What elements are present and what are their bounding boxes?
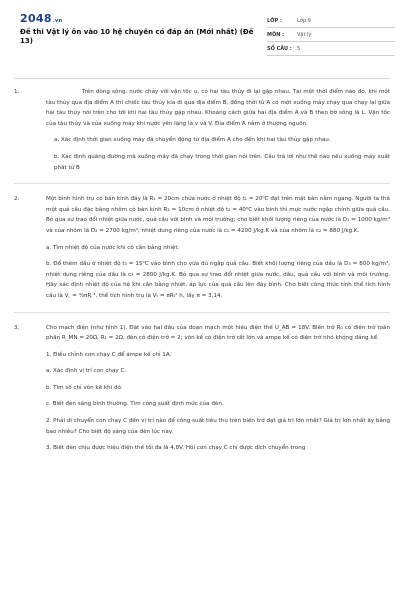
- question-part: 1. Điều chỉnh con chạy C để ampe kế chỉ 1A.: [46, 351, 172, 358]
- question-number: 3.: [14, 324, 20, 331]
- grade-value: Lớp 9: [297, 17, 311, 24]
- question-divider: [14, 183, 390, 184]
- header-divider: [14, 78, 390, 79]
- question-part: a. Xác định thời gian xuồng máy đã chuyển động từ địa điểm A cho đến khi hai tàu thủy gặp nhau.: [54, 137, 331, 144]
- count-value: 5: [297, 45, 301, 52]
- meta-row-subject: [267, 28, 395, 42]
- question-part: b. Tìm số chỉ vôn kế khi đó.: [46, 384, 123, 391]
- logo-suffix: .vn: [52, 18, 63, 24]
- question-2: [14, 194, 390, 307]
- question-text: Trên dòng sông, nước chảy với vận tốc u, có hai tàu thủy đi lại gặp nhau. Tại một thời điểm nào đó, khi một tàu thủy qua địa điểm A thì chiếc tàu thủy kia đi qua địa điểm B, đồng thời từ A có một xuồng máy chạy qua chạy lại giữa hai tàu thủy nói trên cho tới khi hai tàu thủy gặp nhau. Khoảng cách giữa hai địa điểm A và B theo bờ sông là L. Vận tốc của tàu thủy và của xuồng máy khi nước yên lặng là v và V. Địa điểm A nằm ở thượng nguồn.: [46, 89, 390, 127]
- question-part: a. Tìm nhiệt độ của nước khi có cân bằng nhiệt.: [46, 244, 180, 251]
- question-3: [14, 323, 390, 460]
- question-1: [14, 87, 390, 179]
- question-body: [46, 194, 390, 307]
- question-body: [46, 323, 390, 460]
- meta-row-grade: [267, 14, 395, 28]
- question-part: 2. Phải di chuyển con chạy C đến vị trí nào để công suất tiêu thụ trên biến trở đạt giá trị lớn nhất? Giá trị lớn nhất ấy bằng bao nhiêu? Cho biết độ sáng của đèn lúc này.: [46, 418, 390, 435]
- count-label: SỐ CÂU :: [267, 45, 292, 52]
- meta-box: [267, 14, 395, 56]
- grade-label: LỚP :: [267, 17, 282, 24]
- question-body: [46, 87, 390, 179]
- meta-row-count: [267, 42, 395, 56]
- question-divider: [14, 312, 390, 313]
- question-text: Một bình hình trụ có bán kính đáy là R₁ = 20cm chứa nước ở nhiệt độ t₁ = 20⁰C đặt trên mặt bàn nằm ngang. Người ta thả một quả cầu đặc bằng nhôm có bán kính R₂ = 10cm ở nhiệt độ t₂ = 40⁰C vào bình thì mực nước ngập chính giữa quả cầu. Bỏ qua sự trao đổi nhiệt giữa nước, quả cầu với bình và môi trường; cho biết khối lượng riêng của nước là D₁ = 1000 kg/m³ và của nhôm là D₂ = 2700 kg/m³; nhiệt dung riêng của nước là c₁ = 4200 J/kg.K và của nhôm là c₂ = 880 J/kg.K.: [46, 196, 390, 234]
- question-part: b. Đổ thêm dầu ở nhiệt độ t₃ = 15⁰C vào bình cho vừa đủ ngập quả cầu. Biết khối lượng riêng của dầu là D₃ = 800 kg/m³, nhiệt dung riêng của dầu là c₃ = 2800 J/kg.K. Bỏ qua sự trao đổi nhiệt giữa nước, dầu, quả cầu với bình và môi trường. Hãy xác định nhiệt độ của hệ khi cân bằng nhiệt, áp lực của quả cầu lên đáy bình. Cho biết công thức tính thể tích hình cầu là V꜀ = ⁴⁄₃πR꜀³, thể tích hình trụ là Vₜ = πRₜ² h, lấy π = 3,14.: [46, 261, 390, 299]
- page-title: Đề thi Vật lý ôn vào 10 hệ chuyên có đáp án (Mới nhất) (Đề 13): [20, 28, 254, 45]
- question-number: 2.: [14, 196, 20, 203]
- question-part: b. Xác định quãng đường mà xuồng máy đã chạy trong thời gian nói trên. Câu trả lời như thế nào nếu xuồng máy xuất phát từ B: [54, 153, 390, 171]
- question-part: 3. Biết đèn chịu được hiệu điện thế tối đa là 4,8V. Hỏi con chạy C chỉ được dịch chuyển trong: [46, 445, 306, 452]
- subject-value: Vật lý: [297, 31, 312, 38]
- document-header: [14, 8, 390, 58]
- subject-label: MÔN :: [267, 31, 285, 38]
- site-logo[interactable]: [20, 12, 62, 25]
- question-part: a. Xác định vị trí con chạy C.: [46, 368, 127, 375]
- question-part: c. Biết đèn sáng bình thường. Tìm công suất định mức của đèn.: [46, 401, 224, 408]
- question-text: Cho mạch điện (như hình 1). Đặt vào hai đầu của đoạn mạch một hiệu điện thế U_AB = 18V. Biến trở R₀ có điện trở toàn phần R_MN = 20Ω, R₁ = 2Ω, đèn có điện trở = 2; vôn kế có điện trở rất lớn và ampe kế có điện trở nhỏ không đáng kể.: [46, 324, 390, 342]
- question-number: 1.: [14, 89, 20, 95]
- logo-text: 2048: [20, 12, 52, 25]
